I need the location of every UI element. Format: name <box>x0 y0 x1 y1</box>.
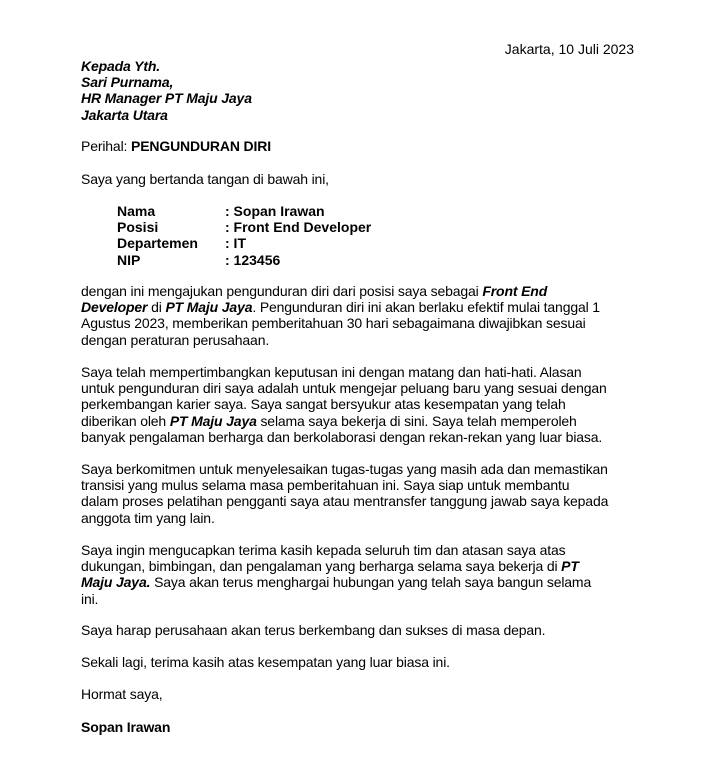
text-segment: selama saya bekerja di sini. Saya telah memperoleh <box>256 412 577 429</box>
paragraph-line <box>81 622 545 638</box>
text-segment: dalam proses pelatihan pengganti saya atau mentransfer tanggung jawab saya kepada <box>81 493 609 510</box>
emphasized-text: Maju Jaya. <box>81 574 151 591</box>
paragraph-line <box>81 380 607 396</box>
text-segment: banyak pengalaman berharga dan berkolaborasi dengan rekan-rekan yang luar biasa. <box>81 428 603 445</box>
text-segment: Agustus 2023, memberikan pemberitahuan 30 hari sebagaimana diwajibkan sesuai <box>81 315 586 332</box>
subject-line <box>81 138 271 154</box>
paragraph-line <box>81 477 608 493</box>
emphasized-text: PT Maju Jaya <box>165 299 253 316</box>
identity-row <box>117 219 371 235</box>
recipient-line: Sari Purnama, <box>81 74 174 91</box>
emphasized-text: PT <box>561 558 579 575</box>
paragraph-4 <box>81 542 591 607</box>
text-segment: perkembangan karier saya. Saya sangat bersyukur atas kesempatan yang telah <box>81 396 566 413</box>
recipient-block <box>81 58 252 123</box>
emphasized-text: Front End <box>482 283 548 299</box>
paragraph-line <box>81 591 591 607</box>
paragraph-6 <box>81 654 450 670</box>
identity-value: : IT <box>225 235 246 252</box>
emphasized-text: PT Maju Jaya <box>169 412 257 429</box>
paragraph-line <box>81 364 607 380</box>
text-segment: dukungan, bimbingan, dan pengalaman yang berharga selama saya bekerja di <box>81 558 562 575</box>
paragraph-line <box>81 654 450 670</box>
identity-label: NIP <box>117 251 141 268</box>
paragraph-5 <box>81 622 545 638</box>
intro-text: Saya yang bertanda tangan di bawah ini, <box>81 171 329 187</box>
paragraph-line <box>81 493 608 509</box>
text-segment: Saya telah mempertimbangkan keputusan ini dengan matang dan hati-hati. Alasan <box>81 364 582 380</box>
text-segment: Saya harap perusahaan akan terus berkembang dan sukses di masa depan. <box>81 622 546 638</box>
paragraph-line <box>81 413 607 429</box>
identity-value: : 123456 <box>225 251 281 268</box>
emphasized-text: Developer <box>81 299 148 316</box>
identity-value: : Front End Developer <box>225 219 372 236</box>
text-segment: untuk pengunduran diri saya adalah untuk mengejar peluang baru yang sesuai dengan <box>81 380 607 397</box>
recipient-line: HR Manager PT Maju Jaya <box>81 90 252 107</box>
text-segment: di <box>147 299 166 316</box>
paragraph-2 <box>81 364 607 445</box>
paragraph-line <box>81 461 608 477</box>
identity-row <box>117 252 371 268</box>
paragraph-line <box>81 396 607 412</box>
identity-row <box>117 203 371 219</box>
paragraph-line <box>81 510 608 526</box>
text-segment: transisi yang mulus selama masa pemberitahuan ini. Saya siap untuk membantu <box>81 477 570 494</box>
paragraph-line <box>81 542 591 558</box>
text-segment: anggota tim yang lain. <box>81 509 215 526</box>
paragraph-3 <box>81 461 608 526</box>
identity-label: Departemen <box>117 235 198 252</box>
letter-date: Jakarta, 10 Juli 2023 <box>504 41 634 57</box>
subject-label: Perihal: <box>81 138 132 154</box>
signature-name: Sopan Irawan <box>81 719 171 735</box>
identity-table <box>117 203 371 268</box>
paragraph-line <box>81 332 600 348</box>
identity-row <box>117 235 371 251</box>
paragraph-line <box>81 283 600 299</box>
subject-value: PENGUNDURAN DIRI <box>131 138 271 154</box>
paragraph-line <box>81 558 591 574</box>
identity-label: Posisi <box>117 219 159 236</box>
text-segment: Saya berkomitmen untuk menyelesaikan tugas-tugas yang masih ada dan memastikan <box>81 461 608 477</box>
paragraph-line <box>81 429 607 445</box>
recipient-line: Jakarta Utara <box>81 106 168 123</box>
text-segment: dengan ini mengajukan pengunduran diri dari posisi saya sebagai <box>81 283 483 299</box>
paragraph-1 <box>81 283 600 348</box>
text-segment: dengan peraturan perusahaan. <box>81 331 270 348</box>
recipient-line: Kepada Yth. <box>81 58 161 74</box>
text-segment: diberikan oleh <box>81 412 170 429</box>
text-segment: Saya ingin mengucapkan terima kasih kepada seluruh tim dan atasan saya atas <box>81 542 566 558</box>
paragraph-line <box>81 315 600 331</box>
closing-text: Hormat saya, <box>81 686 163 702</box>
identity-value: : Sopan Irawan <box>225 203 325 219</box>
text-segment: Saya akan terus menghargai hubungan yang telah saya bangun selama <box>150 574 592 591</box>
paragraph-line <box>81 574 591 590</box>
identity-label: Nama <box>117 203 156 219</box>
paragraph-line <box>81 299 600 315</box>
text-segment: . Pengunduran diri ini akan berlaku efektif mulai tanggal 1 <box>252 299 600 316</box>
text-segment: ini. <box>81 590 99 607</box>
text-segment: Sekali lagi, terima kasih atas kesempatan yang luar biasa ini. <box>81 654 450 670</box>
